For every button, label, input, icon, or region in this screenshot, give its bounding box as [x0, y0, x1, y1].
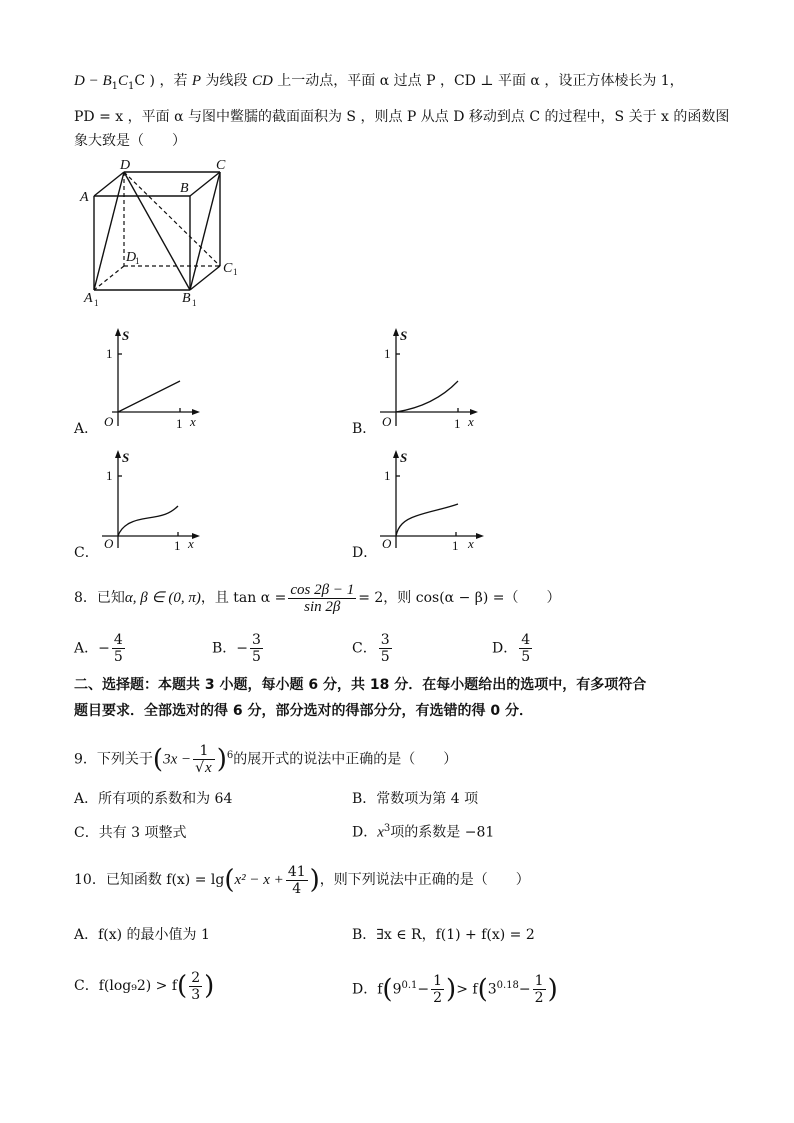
svg-text:S: S [122, 328, 130, 343]
q10-option-a: A．f(x) 的最小值为 1 [74, 927, 210, 943]
svg-text:1: 1 [176, 416, 183, 431]
svg-text:1: 1 [106, 468, 113, 483]
q8-option-c: C． $\frac{3}{5}$ [352, 632, 390, 665]
svg-text:x: x [468, 536, 474, 551]
q8-fraction: $\frac{\cos 2\beta - 1}{\sin 2\beta}$ [290, 581, 355, 615]
svg-text:1: 1 [384, 346, 391, 361]
cube-figure [76, 158, 256, 308]
cube-label-D: D [120, 158, 131, 173]
cube-label-B1: B [182, 291, 191, 306]
q9-option-d: D．$x^3$项的系数是 −81 [352, 823, 495, 841]
q10-option-d: D．$f(9^{0.1}-$ $\frac{1}{2}$ )> $f(3^{0.18}-$ $\frac{1}{2}$ ) [352, 973, 558, 1007]
graph-c [96, 448, 206, 556]
svg-text:1: 1 [106, 346, 113, 361]
q9-option-a: A．所有项的系数和为 64 [74, 791, 233, 807]
q8-option-a: A．− $\frac{4}{5}$ [74, 632, 123, 665]
q10-option-c: C．f(log₉2) > f( $\frac{2}{3}$ ) [74, 969, 215, 1003]
cube-label-C: C [216, 158, 226, 173]
cube-label-A1: A [84, 291, 93, 306]
svg-text:x: x [468, 414, 474, 429]
section2-line1: 二、选择题：本题共 3 小题，每小题 6 分，共 18 分．在每小题给出的选项中，有多项符合 [74, 677, 647, 693]
graph-b-label: B． [352, 421, 377, 437]
svg-text:1: 1 [452, 538, 459, 553]
svg-text:1: 1 [94, 298, 99, 308]
q7-line1: $D - B_1C_1C$ ) ，若 P 为线段 CD 上一动点，平面 α 过点 P ，CD ⊥ 平面 α ，设正方体棱长为 1， [74, 73, 684, 92]
graph-a [96, 326, 206, 434]
svg-text:1: 1 [192, 298, 197, 308]
svg-text:x: x [188, 536, 194, 551]
svg-text:1: 1 [454, 416, 461, 431]
q8-option-d: D． $\frac{4}{5}$ [492, 632, 531, 665]
svg-text:O: O [382, 536, 392, 551]
graph-d [374, 448, 490, 556]
svg-text:1: 1 [384, 468, 391, 483]
q9-option-c: C．共有 3 项整式 [74, 825, 187, 841]
q10-option-b: B．∃x ∈ R，f(1) + f(x) = 2 [352, 927, 535, 943]
graph-c-label: C． [74, 545, 99, 561]
svg-text:O: O [382, 414, 392, 429]
cube-label-D1: D [126, 250, 137, 265]
q9-option-b: B．常数项为第 4 项 [352, 791, 479, 807]
graph-d-label: D． [352, 545, 378, 561]
q7-line2: PD = x ，平面 α 与图中鳖臑的截面面积为 S ，则点 P 从点 D 移动到点 C 的过程中，S 关于 x 的函数图 [74, 109, 730, 125]
cube-label-A: A [80, 190, 89, 205]
cube-label-C1: C [223, 261, 233, 276]
svg-text:S: S [400, 450, 408, 465]
q8-option-b: B．− $\frac{3}{5}$ [212, 632, 261, 665]
graph-b [374, 326, 484, 434]
svg-text:x: x [190, 414, 196, 429]
svg-text:1: 1 [233, 267, 238, 277]
svg-text:O: O [104, 414, 114, 429]
section2-line2: 题目要求．全部选对的得 6 分，部分选对的得部分分，有选错的得 0 分． [74, 703, 533, 719]
svg-text:S: S [122, 450, 130, 465]
q10-stem: 10．已知函数 f(x) = lg(x² − x + $\frac{41}{4}$ )，则下列说法中正确的是（ ） [74, 863, 530, 897]
svg-text:O: O [104, 536, 114, 551]
svg-text:1: 1 [174, 538, 181, 553]
q9-stem: 9．下列关于(3x − $\frac{1}{√x}$ )$^6$的展开式的说法中正确的是（ ） [74, 743, 458, 777]
svg-text:1: 1 [135, 256, 140, 266]
q8-stem: 8．已知α, β ∈ (0, π)，且 tan α = $\frac{\cos 2\beta - 1}{\sin 2\beta}$ = 2，则 cos(α − β) =（ ） [74, 581, 561, 615]
cube-label-B: B [180, 181, 189, 196]
svg-text:S: S [400, 328, 408, 343]
q7-line3: 象大致是（ ） [74, 133, 186, 149]
graph-a-label: A． [74, 421, 99, 437]
